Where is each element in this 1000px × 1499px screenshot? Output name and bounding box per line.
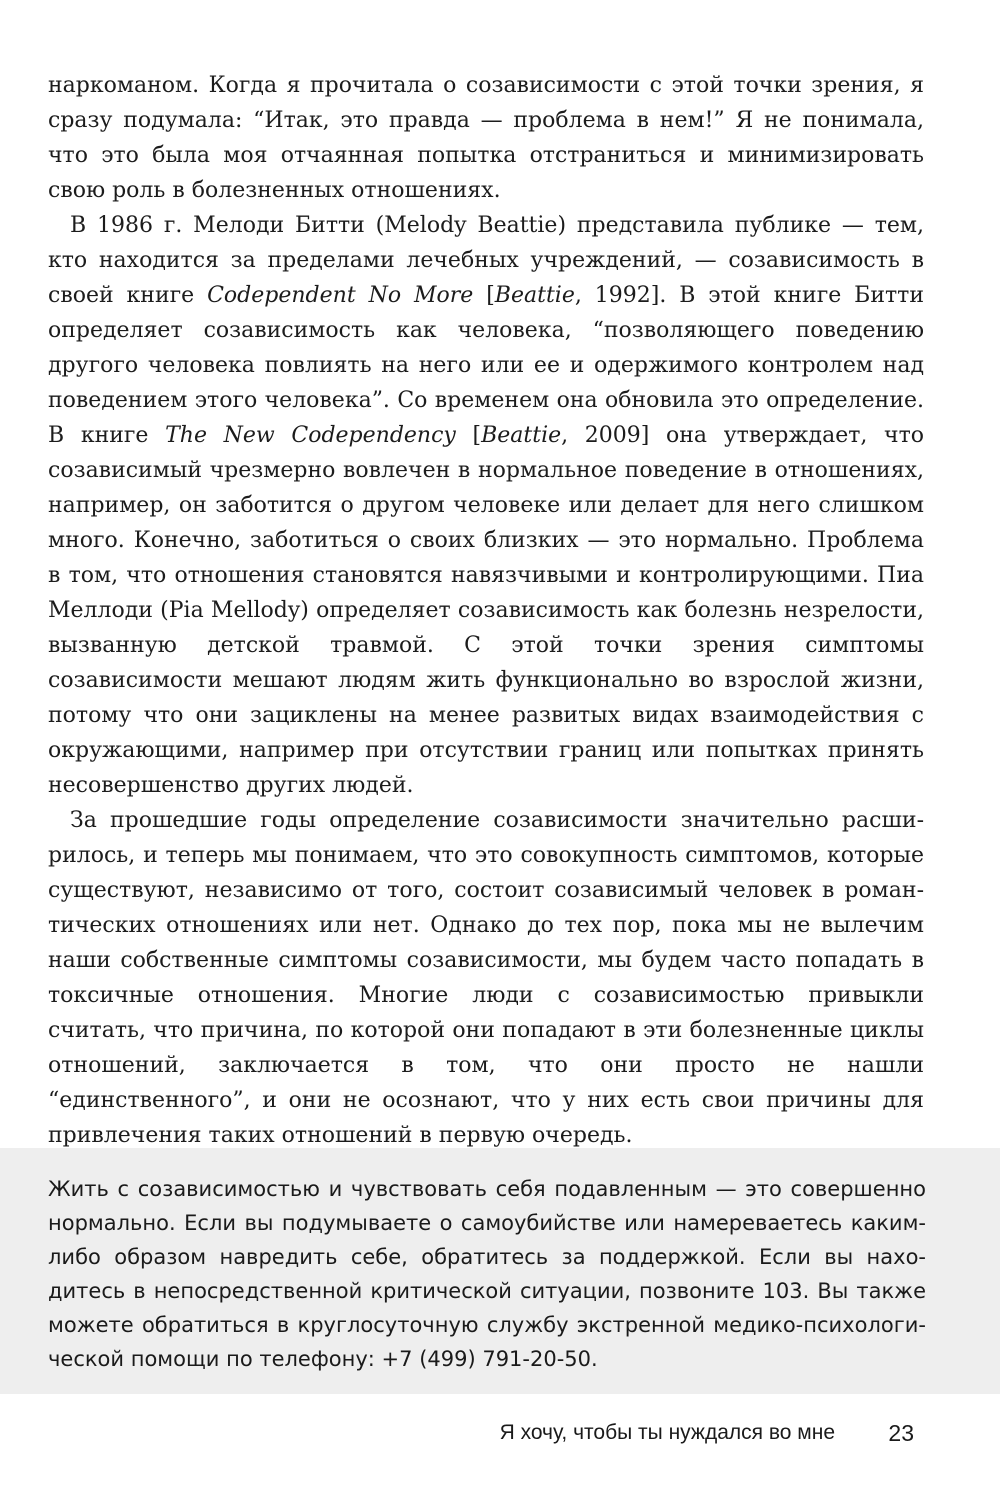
paragraph-2	[48, 208, 924, 803]
paragraph-3	[48, 803, 924, 1153]
paragraph-1	[48, 68, 924, 208]
page-footer	[0, 1413, 1000, 1453]
text-run: В 1986 г. Мелоди Битти (Melody Beattie) представила публике — тем, кто находится за пределами лечебных учреждений, — созависимость в своей книге	[48, 213, 924, 308]
italic-run: Codependent No More	[207, 283, 474, 308]
italic-run: Beattie	[494, 283, 575, 308]
text-run: [	[455, 423, 482, 448]
italic-run: The New Codependency	[165, 423, 456, 448]
text-run: , 1992]. В этой книге Битти определяет созависимость как человека, “позволяющего поведению другого человека повлиять на него или ее и одержимого контролем над поведением этого человека”. Со временем она обновила это определение. В книге	[48, 283, 924, 448]
running-title: Я хочу, чтобы ты нуждался во мне	[499, 1421, 835, 1444]
main-text	[48, 68, 924, 1153]
text-run: За прошедшие годы определение созависимости значительно расширилось, и теперь мы понимаем, что это совокупность симптомов, которые существуют, независимо от того, состоит созависимый человек в романтических отношениях или нет. Однако до тех пор, пока мы не вылечим наши собственные симптомы созависимости, мы будем часто попадать в токсичные отношения. Многие люди с созависимостью привыкли считать, что причина, по которой они попадают в эти болезненные циклы отношений, заключается в том, что они просто не нашли “единственного”, и они не осознают, что у них есть свои причины для привлечения таких отношений в первую очередь.	[48, 808, 924, 1148]
page-number: 23	[888, 1420, 914, 1446]
italic-run: Beattie	[481, 423, 562, 448]
notice-text: Жить с созависимостью и чувствовать себя подавленным — это совершенно нормально. Если вы подумываете о самоубийстве или намереваетесь каким-либо образом навредить себе, обратитесь за поддержкой. Если вы находитесь в непосредственной критической ситуации, позвоните 103. Вы также можете обратиться в круглосуточную службу экстренной медико-психологической помощи по телефону: +7 (499) 791-20-50.	[48, 1177, 926, 1371]
text-run: [	[473, 283, 495, 308]
text-run: наркоманом. Когда я прочитала о созависимости с этой точки зрения, я сразу подумала: “Итак, это правда — проблема в нем!” Я не понимала, что это была моя отчаянная попытка отстраниться и минимизировать свою роль в болезненных отношениях.	[48, 73, 924, 203]
text-run: , 2009] она утверждает, что созависимый чрезмерно вовлечен в нормальное поведение в отношениях, например, он заботится о другом человеке или делает для него слишком много. Конечно, заботиться о своих близких — это нормально. Проблема в том, что отношения становятся навязчивыми и контролирующими. Пиа Меллоди (Pia Mellody) определяет созависимость как болезнь незрелости, вызванную детской травмой. С этой точки зрения симптомы созависимости мешают людям жить функционально во взрослой жизни, потому что они зациклены на менее развитых видах взаимодействия с окружающими, например при отсутствии границ или попытках принять несовершенство других людей.	[48, 423, 925, 798]
